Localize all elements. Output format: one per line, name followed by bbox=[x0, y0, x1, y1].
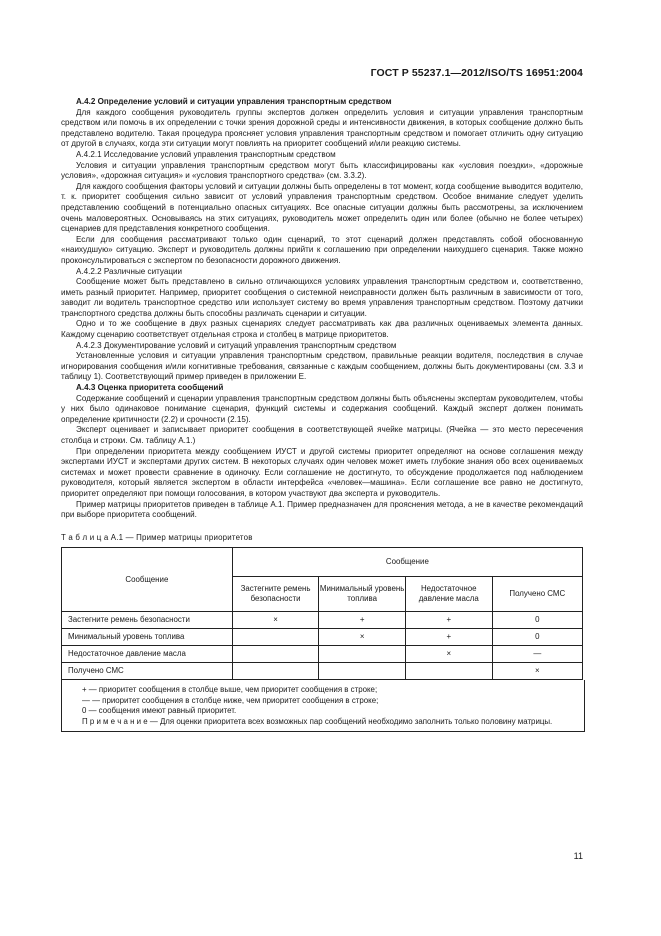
column-group-header: Сообщение bbox=[232, 548, 582, 577]
row-label: Недостаточное давление масла bbox=[62, 646, 233, 663]
matrix-cell: × bbox=[232, 612, 319, 629]
table-note: П р и м е ч а н и е — Для оценки приоритета всех возможных пар сообщений необходимо заполнить только половину матрицы. bbox=[82, 716, 553, 726]
paragraph: Одно и то же сообщение в двух разных сценариях следует рассматривать как два различных оцениваемых элемента данных. Каждому сценарию соответствует отдельная строка и столбец в матрице приоритетов. bbox=[61, 319, 583, 340]
paragraph: При определении приоритета между сообщением ИУСТ и другой системы приоритет определяют на основе соглашения между экспертами ИУСТ и экспертами других систем. В некоторых случаях один человек может иметь глубокие знания обо всех оцениваемых системах и может провести сравнение в одиночку. Если соглашение не достигнуто, то обсуждение продолжается под наблюдением руководителя, который является экспертом в области интерфейса «человек—машина». Если соглашение все равно не достигнуто, приоритет определяют при помощи голосования, в котором участвуют два эксперта и руководитель. bbox=[61, 446, 583, 498]
paragraph: Условия и ситуации управления транспортным средством могут быть классифицированы как «условия поездки», «дорожные условия», «дорожная ситуация» и «условия транспортного средства» (см. 3.3.2). bbox=[61, 160, 583, 181]
column-header: Минимальный уровень топлива bbox=[319, 577, 406, 612]
paragraph: Сообщение может быть представлено в сильно отличающихся условиях управления транспортным средством и, соответственно, иметь разный приоритет. Например, приоритет сообщения о системной неисправности должен быть различным в зависимости от того, заводит ли водитель транспортное средство или использует систему во время управления транспортным средством. Поэтому датчики транспортного средства должны быть способны различать сценарии и ситуации. bbox=[61, 277, 583, 318]
matrix-cell: 0 bbox=[492, 629, 582, 646]
matrix-cell: + bbox=[405, 629, 492, 646]
column-header: Недостаточное давление масла bbox=[405, 577, 492, 612]
matrix-cell: × bbox=[319, 629, 406, 646]
paragraph: Для каждого сообщения руководитель группы экспертов должен определить условия и ситуации управления транспортным средством или помочь в их определении с точки зрения дорожной среды и интенсивности движения, в которых сообщение должно быть представлено водителю. Такая процедура проясняет условия управления транспортным средством и помогает отличить одну ситуацию от другой в случаях, когда эти ситуации могут повлиять на приоритет сообщений и/или реакцию системы. bbox=[61, 107, 583, 149]
page-number: 11 bbox=[573, 851, 583, 861]
document-header: ГОСТ Р 55237.1—2012/ISO/TS 16951:2004 bbox=[370, 67, 583, 79]
column-header: Получено СМС bbox=[492, 577, 582, 612]
row-label: Застегните ремень безопасности bbox=[62, 612, 233, 629]
subsection-heading-a421: А.4.2.1 Исследование условий управления транспортным средством bbox=[76, 149, 336, 159]
matrix-cell: × bbox=[492, 663, 582, 680]
table-caption: Т а б л и ц а А.1 — Пример матрицы приоритетов bbox=[61, 532, 253, 542]
column-header: Застегните ремень безопасности bbox=[232, 577, 319, 612]
paragraph: Содержание сообщений и сценарии управления транспортным средством должны быть объяснены экспертам руководителем, чтобы у них было одинаковое понимание сценария, функций системы и содержания сообщений. Каждый эксперт должен понимать определение критичности (2.2) и срочности (2.15). bbox=[61, 393, 583, 424]
matrix-cell: + bbox=[405, 612, 492, 629]
paragraph: Для каждого сообщения факторы условий и ситуации должны быть определены в тот момент, когда сообщение выводится водителю, т. к. приоритет сообщения сильно зависит от условий управления транспортным средством. Особое внимание следует уделить представлению сообщений в потенциально опасных ситуациях. Все опасные ситуации должны быть рассмотрены, за исключением очень маловероятных. Основываясь на этих ситуациях, руководитель может определить один или более (обычно не более четырех) сценариев для представления конкретного сообщения. bbox=[61, 181, 583, 234]
section-heading-a43: А.4.3 Оценка приоритета сообщений bbox=[76, 383, 224, 393]
subsection-heading-a422: А.4.2.2 Различные ситуации bbox=[76, 266, 183, 276]
table-row bbox=[62, 612, 583, 629]
matrix-cell: — bbox=[492, 646, 582, 663]
row-label: Минимальный уровень топлива bbox=[62, 629, 233, 646]
paragraph: Эксперт оценивает и записывает приоритет сообщения в соответствующей ячейке матрицы. (Ячейка — это место пересечения столбца и строки. См. таблицу А.1.) bbox=[61, 425, 583, 445]
section-heading-a42: А.4.2 Определение условий и ситуации управления транспортным средством bbox=[76, 97, 392, 106]
subsection-heading-a423: А.4.2.3 Документирование условий и ситуаций управления транспортным средством bbox=[76, 340, 397, 350]
matrix-cell bbox=[319, 646, 406, 663]
matrix-cell: 0 bbox=[492, 612, 582, 629]
paragraph: Пример матрицы приоритетов приведен в таблице А.1. Пример предназначен для прояснения метода, а не в качестве рекомендаций при выборе приоритета сообщений. bbox=[61, 499, 583, 520]
row-label: Получено СМС bbox=[62, 663, 233, 680]
legend-item: 0 — сообщения имеют равный приоритет. bbox=[82, 706, 237, 716]
page-content bbox=[61, 97, 583, 732]
matrix-cell: + bbox=[319, 612, 406, 629]
table-notes bbox=[61, 680, 585, 732]
priority-matrix-table bbox=[61, 547, 583, 680]
matrix-cell bbox=[405, 663, 492, 680]
paragraph: Установленные условия и ситуации управления транспортным средством, правильные реакции водителя, последствия в случае игнорирования сообщения и/или когнитивные требования, связанные с каждым сообщением, должны быть документированы (см. 3.3 и таблицу 1). Соответствующий пример приведен в приложении Е. bbox=[61, 351, 583, 382]
matrix-cell bbox=[319, 663, 406, 680]
legend-item: + — приоритет сообщения в столбце выше, чем приоритет сообщения в строке; bbox=[82, 685, 378, 695]
table-row bbox=[62, 663, 583, 680]
legend-item: — — приоритет сообщения в столбце ниже, чем приоритет сообщения в строке; bbox=[82, 695, 379, 705]
matrix-cell bbox=[232, 646, 319, 663]
table-row bbox=[62, 629, 583, 646]
matrix-cell: × bbox=[405, 646, 492, 663]
matrix-cell bbox=[232, 629, 319, 646]
paragraph: Если для сообщения рассматривают только один сценарий, то этот сценарий должен представлять собой обоснованную «наихудшую» ситуацию. Эксперт и руководитель должны прийти к соглашению при определении наихудшего сценария. Также можно проконсультироваться с экспертом по безопасности дорожного движения. bbox=[61, 234, 583, 265]
table-row bbox=[62, 646, 583, 663]
row-header-cell: Сообщение bbox=[62, 548, 233, 612]
matrix-cell bbox=[232, 663, 319, 680]
